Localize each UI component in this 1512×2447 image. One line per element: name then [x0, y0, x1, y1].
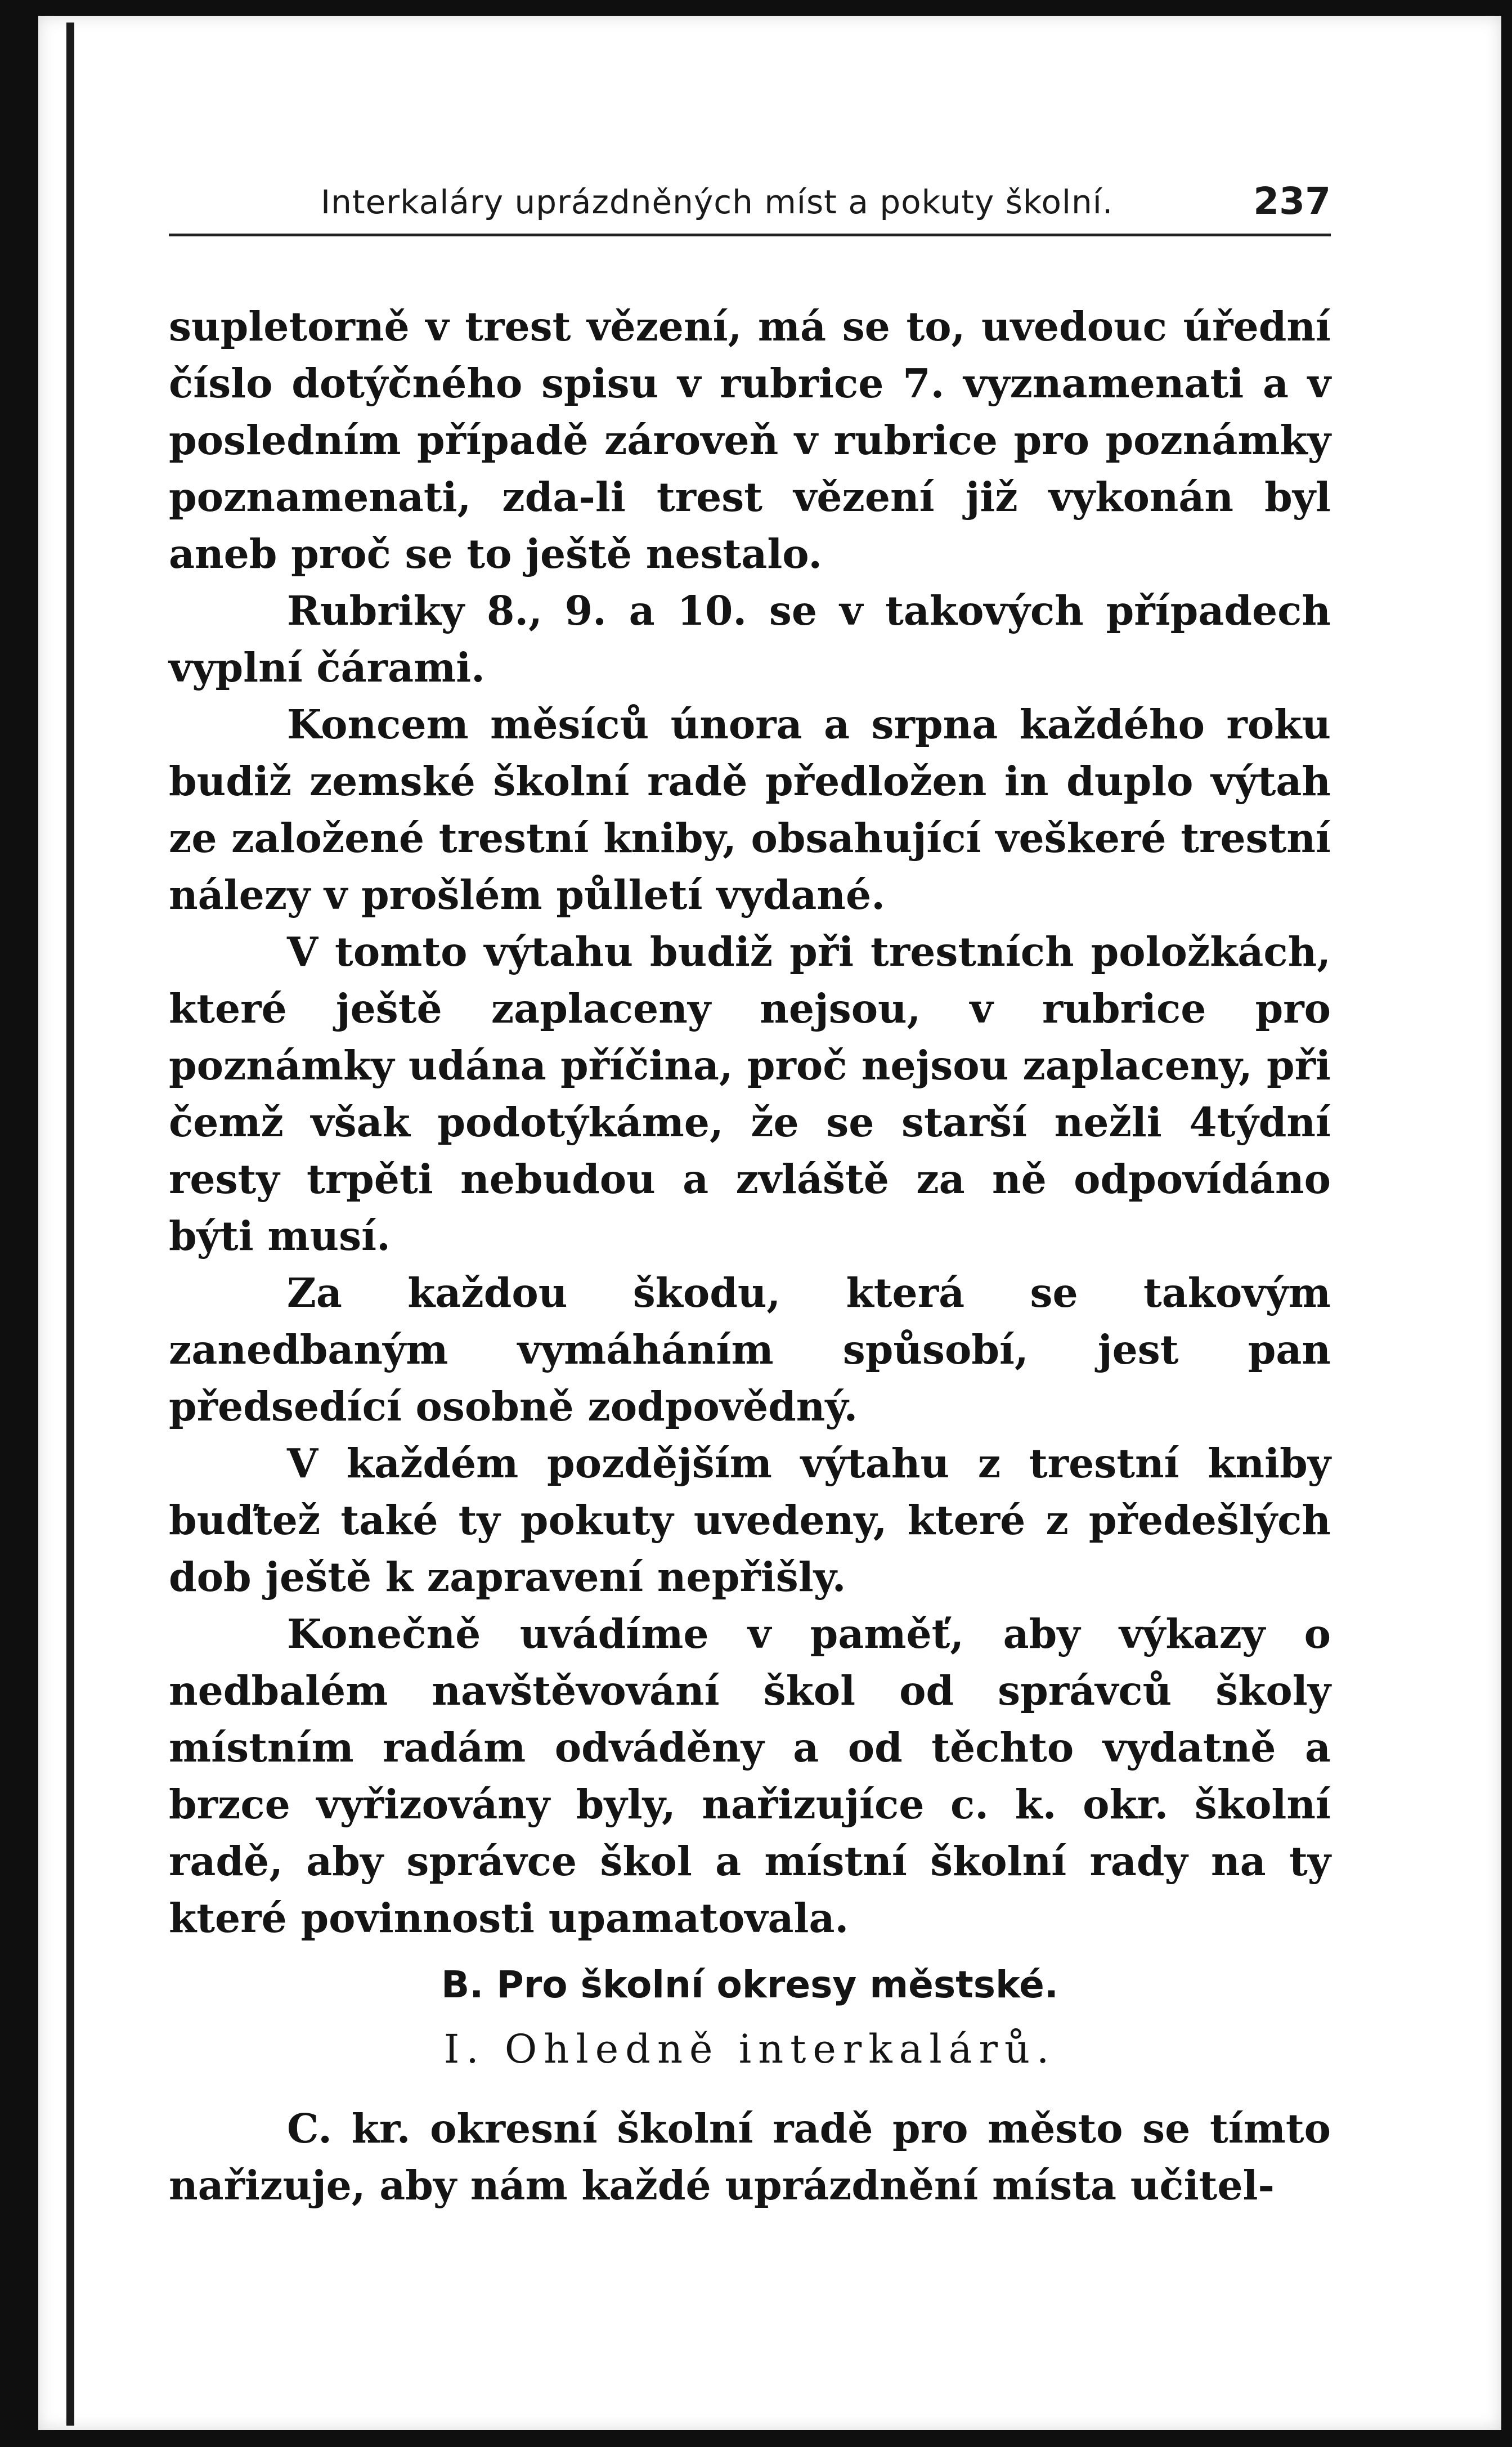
body-text — [169, 298, 1331, 1947]
closing-text — [169, 2100, 1331, 2214]
page-number: 237 — [1253, 180, 1331, 223]
paragraph-2: Rubriky 8., 9. a 10. se v takových případech vyplní čárami. — [169, 587, 1331, 691]
section-subheading: I. Ohledně interkalárů. — [443, 2026, 1056, 2072]
paragraph-7: Konečně uvádíme v paměť, aby výkazy o nedbalém navštěvování škol od správců školy místním radám odváděny a od těchto vydatně a brzce vyřizovány byly, nařizujíce c. k. okr. školní radě, aby správce škol a místní školní rady na ty které povinnosti upamatovala. — [169, 1610, 1331, 1942]
section-heading: B. Pro školní okresy městské. — [441, 1963, 1058, 2006]
paragraph-5: Za každou škodu, která se takovým zanedbaným vymáháním spůsobí, jest pan předsedící osobně zodpovědný. — [169, 1269, 1331, 1430]
paragraph-6: V každém pozdějším výtahu z trestní kniby buďtež také ty pokuty uvedeny, které z předešlých dob ještě k zapravení nepřišly. — [169, 1440, 1331, 1601]
running-head: Interkaláry uprázdněných míst a pokuty školní. — [321, 183, 1114, 221]
paragraph-4: V tomto výtahu budiž při trestních položkách, které ještě zaplaceny nejsou, v rubrice pro poznámky udána příčina, proč nejsou zaplaceny, při čemž však podotýkáme, že se starší nežli 4týdní resty trpěti nebudou a zvláště za ně odpovídáno býti musí. — [169, 928, 1331, 1260]
page-edge-shadow — [66, 23, 74, 2426]
paragraph-1: supletorně v trest vězení, má se to, uvedouc úřední číslo dotýčného spisu v rubrice 7. vyznamenati a v posledním případě zároveň v rubrice pro poznámky poznamenati, zda-li trest vězení již vykonán byl aneb proč se to ještě nestalo. — [169, 303, 1331, 577]
paragraph-3: Koncem měsíců února a srpna každého roku budiž zemské školní radě předložen in duplo výtah ze založené trestní kniby, obsahující veškeré trestní nálezy v prošlém půlletí vydané. — [169, 701, 1331, 918]
closing-paragraph: C. kr. okresní školní radě pro město se tímto nařizuje, aby nám každé uprázdnění místa učitel- — [169, 2105, 1331, 2209]
page-header — [169, 172, 1331, 236]
